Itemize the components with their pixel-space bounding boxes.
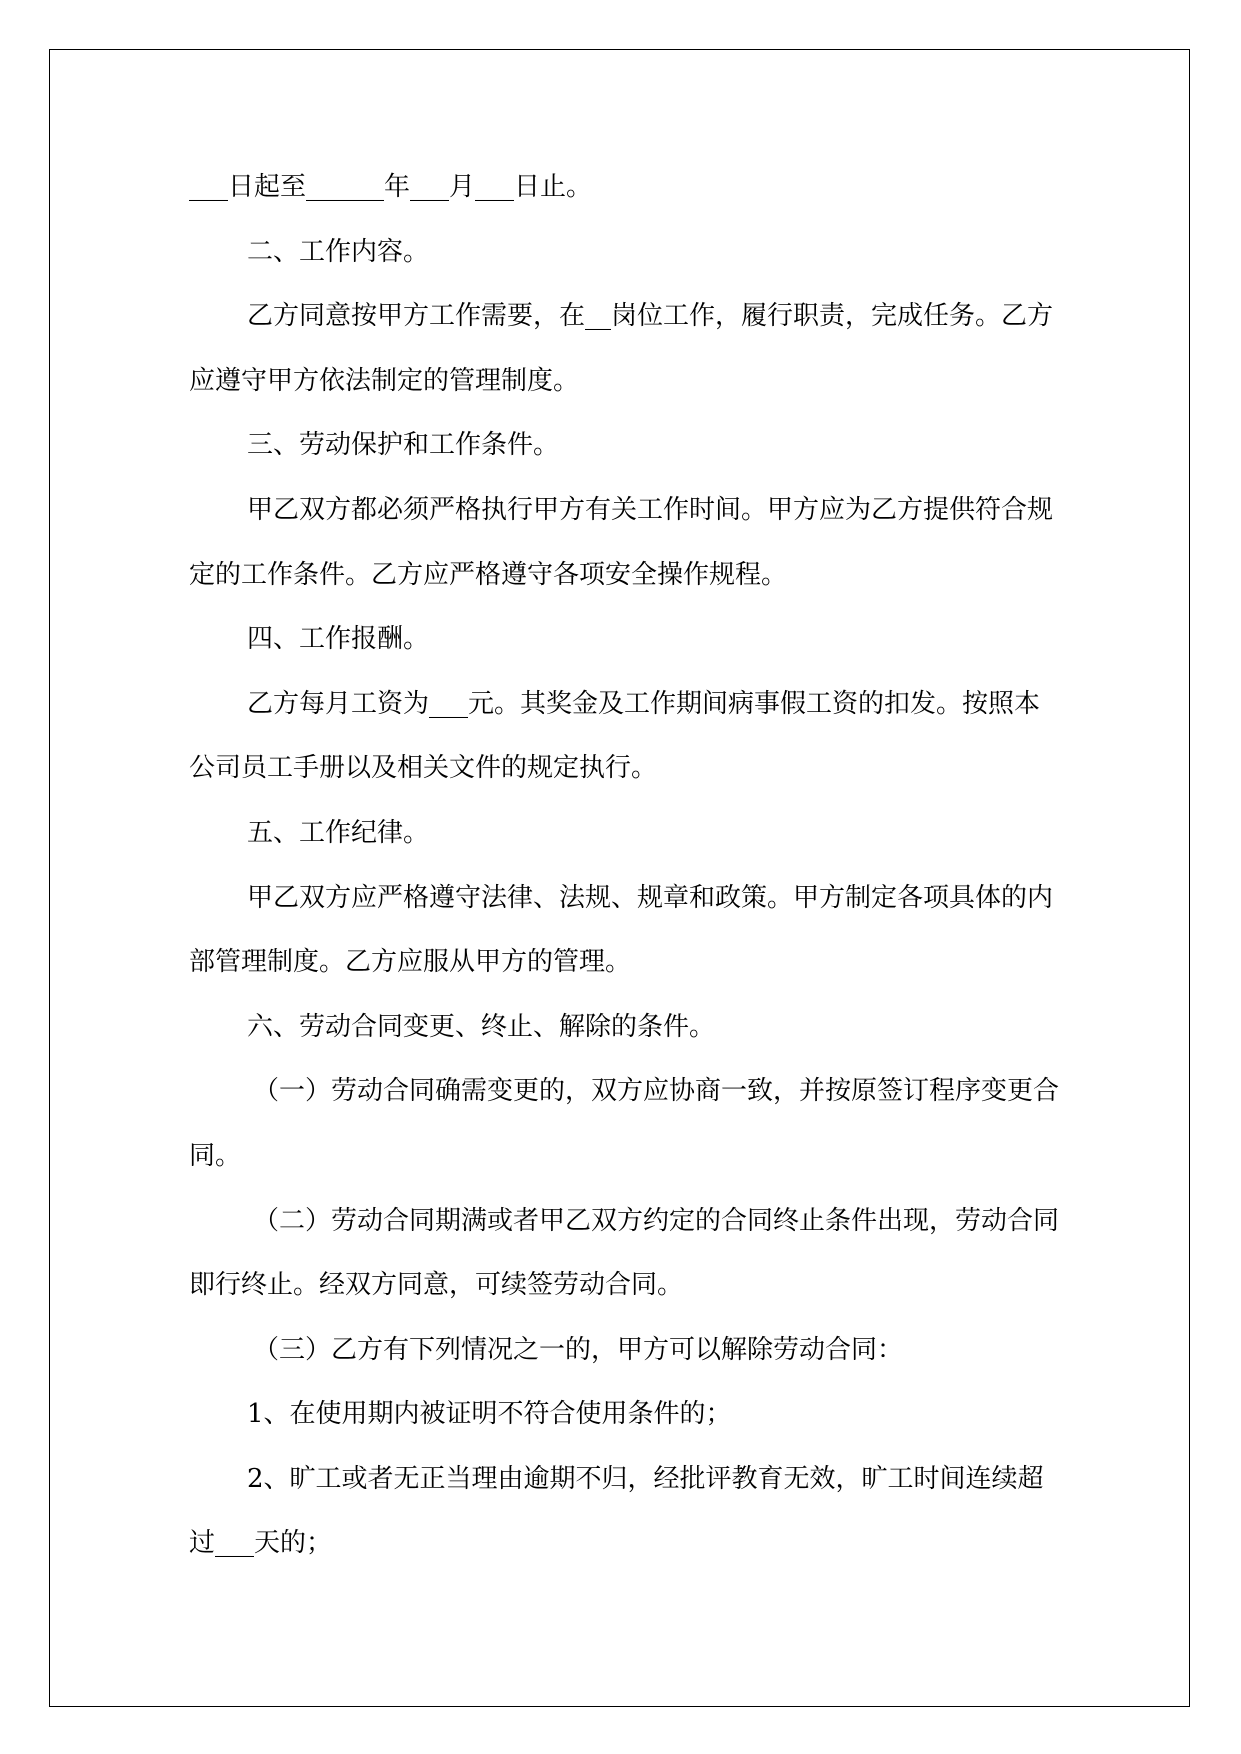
paragraph-labor-protection: 甲乙双方都必须严格执行甲方有关工作时间。甲方应为乙方提供符合规定的工作条件。乙方应严格遵守各项安全操作规程。 — [189, 494, 1054, 590]
heading-remuneration: 四、工作报酬。 — [247, 624, 430, 655]
clause-3: （三）乙方有下列情况之一的，甲方可以解除劳动合同： — [253, 1334, 904, 1365]
list-item-2: 2、旷工或者无正当理由逾期不归，经批评教育无效，旷工时间连续超过___天的； — [189, 1463, 1044, 1559]
heading-work-content: 二、工作内容。 — [247, 236, 430, 267]
paragraph-remuneration: 乙方每月工资为___元。其奖金及工作期间病事假工资的扣发。按照本公司员工手册以及相关文件的规定执行。 — [189, 688, 1041, 784]
heading-labor-protection: 三、劳动保护和工作条件。 — [247, 430, 560, 461]
heading-contract-change: 六、劳动合同变更、终止、解除的条件。 — [247, 1011, 716, 1042]
clause-1: （一）劳动合同确需变更的，双方应协商一致，并按原签订程序变更合同。 — [189, 1076, 1060, 1171]
paragraph-term-end: ___日起至______年___月___日止。 — [189, 172, 593, 202]
paragraph-discipline: 甲乙双方应严格遵守法律、法规、规章和政策。甲方制定各项具体的内部管理制度。乙方应服从甲方的管理。 — [189, 882, 1054, 978]
list-item-1: 1、在使用期内被证明不符合使用条件的； — [247, 1399, 732, 1430]
heading-discipline: 五、工作纪律。 — [247, 817, 430, 848]
paragraph-work-content: 乙方同意按甲方工作需要，在__岗位工作，履行职责，完成任务。乙方应遵守甲方依法制定的管理制度。 — [189, 301, 1054, 396]
clause-2: （二）劳动合同期满或者甲乙双方约定的合同终止条件出现，劳动合同即行终止。经双方同意，可续签劳动合同。 — [189, 1205, 1060, 1301]
document-body — [189, 155, 1059, 1576]
